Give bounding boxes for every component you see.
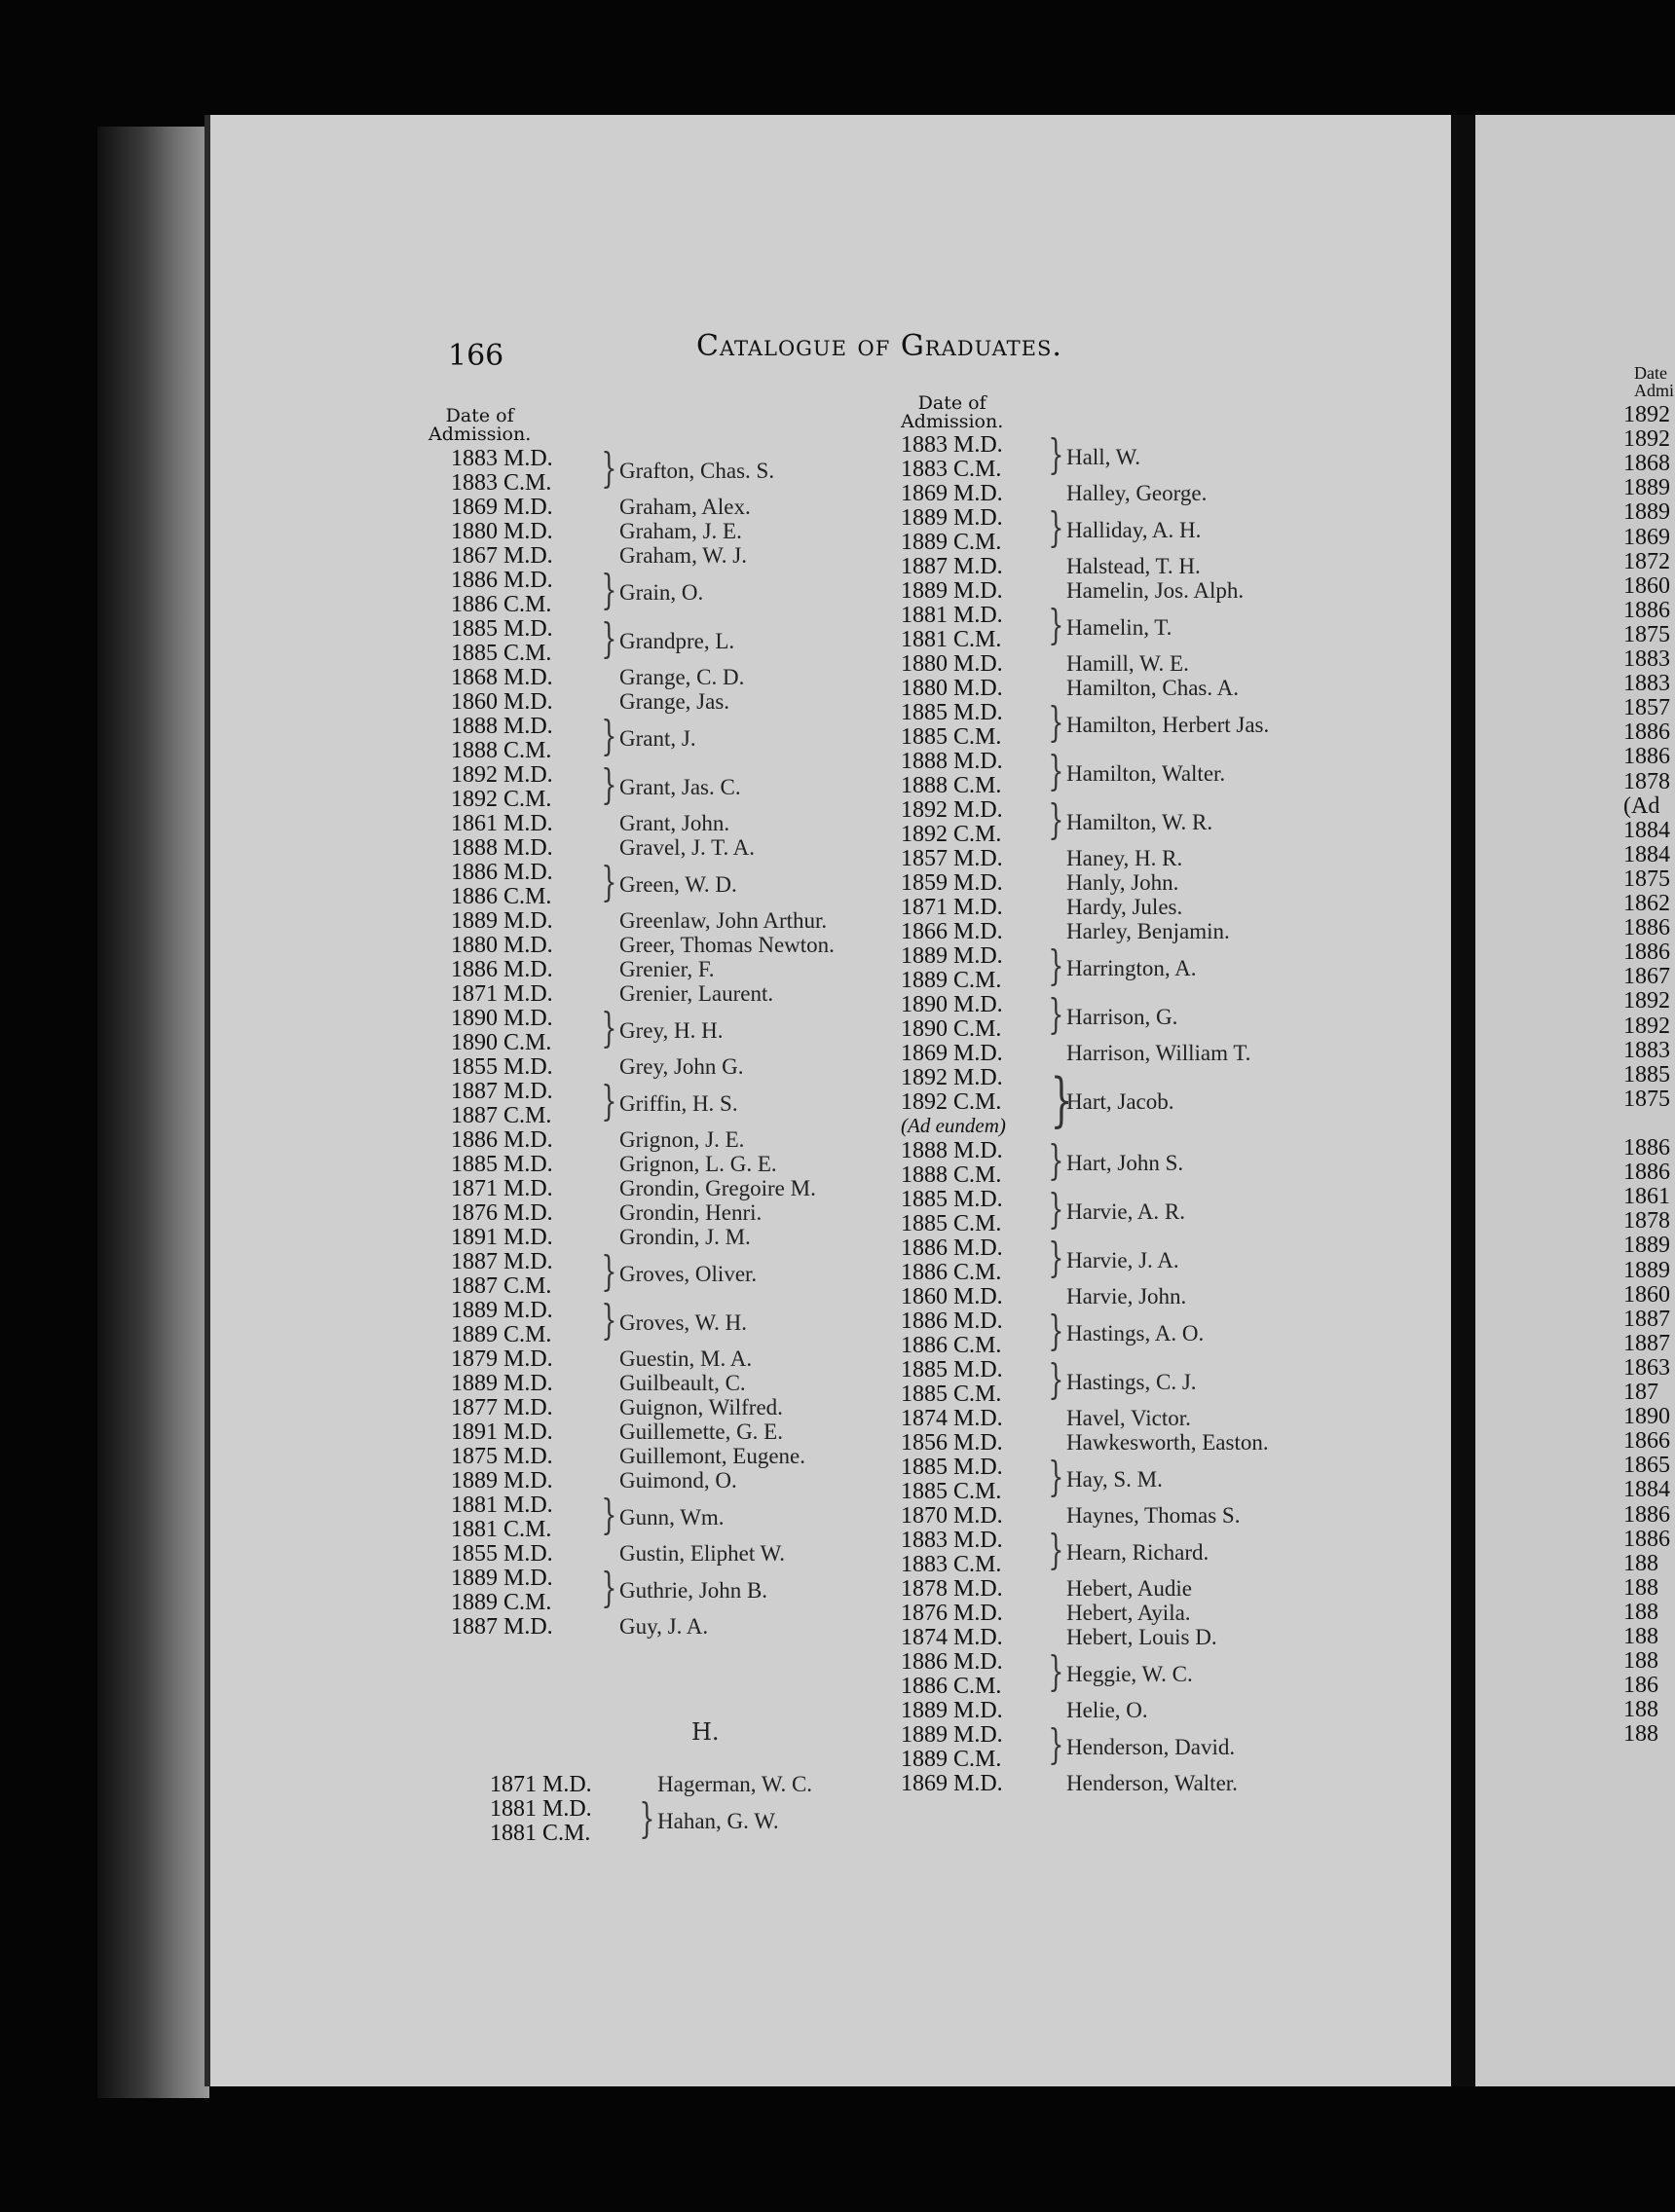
admission-date: 1876 M.D.	[901, 1601, 1003, 1626]
admission-date: 1892 M.D.	[901, 1065, 1003, 1090]
graduate-name: Grange, Jas.	[619, 689, 730, 714]
admission-date: 1883 M.D.	[901, 432, 1003, 458]
fragment-line: 1865	[1623, 1453, 1670, 1479]
grouping-brace: }	[1048, 601, 1064, 648]
fragment-line: 1889	[1623, 499, 1670, 526]
fragment-heading: Admi	[1634, 381, 1675, 400]
graduate-name: Harley, Benjamin.	[1066, 919, 1230, 943]
graduate-name: Helie, O.	[1066, 1698, 1148, 1722]
left-column-heading-line2: Admission.	[428, 424, 532, 445]
graduate-name: Harvie, A. R.	[1066, 1198, 1186, 1224]
admission-date: 1885 C.M.	[901, 1382, 1002, 1407]
grouping-brace: }	[1048, 1136, 1064, 1184]
graduate-name: Hastings, A. O.	[1066, 1320, 1205, 1346]
admission-date: 1885 M.D.	[451, 616, 553, 642]
fragment-line: 1892	[1623, 1013, 1670, 1039]
grouping-brace: }	[601, 858, 617, 905]
graduate-name: Gunn, Wm.	[619, 1504, 725, 1530]
graduate-name: Harvie, John.	[1066, 1284, 1187, 1309]
fragment-line: 1861	[1623, 1184, 1670, 1210]
fragment-line: 1860	[1623, 572, 1670, 599]
section-letter-h: H.	[691, 1718, 720, 1746]
grouping-brace: }	[601, 614, 617, 662]
graduate-name: Hart, Jacob.	[1066, 1089, 1174, 1114]
admission-date: 1869 M.D.	[901, 1771, 1003, 1796]
fragment-line: 1886	[1623, 1160, 1670, 1186]
admission-date: 1869 M.D.	[451, 495, 553, 520]
fragment-line: 1857	[1623, 695, 1670, 721]
admission-date: 1888 M.D.	[451, 714, 553, 739]
grouping-brace: }	[1048, 1355, 1064, 1403]
fragment-line: 1878	[1623, 1208, 1670, 1235]
admission-date: 1889 M.D.	[901, 578, 1003, 604]
admission-date: 1871 M.D.	[451, 981, 553, 1007]
fragment-line: 1883	[1623, 1037, 1670, 1063]
graduate-name: Griffin, H. S.	[619, 1090, 738, 1116]
graduate-name: Halley, George.	[1066, 481, 1208, 505]
grouping-brace: }	[1048, 430, 1064, 478]
admission-date: 1890 M.D.	[901, 992, 1003, 1017]
fragment-line: 186	[1623, 1673, 1658, 1699]
fragment-line: 1875	[1623, 1086, 1670, 1112]
graduate-name: Grignon, J. E.	[619, 1127, 745, 1152]
admission-date: 1887 C.M.	[451, 1273, 552, 1299]
graduate-name: Grondin, Gregoire M.	[619, 1176, 816, 1200]
fragment-line: 188	[1623, 1697, 1658, 1723]
admission-date: 1888 M.D.	[901, 749, 1003, 774]
admission-date: 1885 M.D.	[451, 1152, 553, 1177]
fragment-heading: Date	[1634, 363, 1667, 383]
graduate-name: Hardy, Jules.	[1066, 895, 1183, 919]
graduate-name: Havel, Victor.	[1066, 1406, 1191, 1430]
admission-date: 1892 M.D.	[451, 762, 553, 788]
grouping-brace: }	[601, 712, 617, 759]
fragment-line: 1869	[1623, 524, 1670, 550]
admission-date: 1889 C.M.	[451, 1322, 552, 1347]
fragment-line: 1868	[1623, 451, 1670, 477]
admission-date: 1879 M.D.	[451, 1346, 553, 1372]
left-column-heading	[428, 407, 531, 444]
graduate-name: Hay, S. M.	[1066, 1466, 1163, 1492]
grouping-brace: }	[1048, 747, 1064, 794]
graduate-name: Grant, John.	[619, 811, 730, 835]
admission-date: 1885 C.M.	[451, 641, 552, 666]
graduate-name: Green, W. D.	[619, 871, 737, 897]
admission-date: 1880 M.D.	[901, 651, 1003, 677]
admission-date: 1890 C.M.	[451, 1030, 552, 1055]
fragment-line: 1892	[1623, 988, 1670, 1014]
graduate-name: Hastings, C. J.	[1066, 1369, 1197, 1394]
graduate-name: Hamilton, Herbert Jas.	[1066, 712, 1270, 737]
fragment-line: 1884	[1623, 1477, 1670, 1503]
admission-date: 1885 M.D.	[901, 1357, 1003, 1382]
grouping-brace: }	[639, 1794, 655, 1842]
admission-date: 1871 M.D.	[901, 895, 1003, 920]
grouping-brace: }	[1048, 503, 1064, 551]
graduate-name: Hamilton, W. R.	[1066, 809, 1213, 834]
graduate-name: Hebert, Audie	[1066, 1576, 1193, 1601]
graduate-name: Grignon, L. G. E.	[619, 1152, 777, 1176]
fragment-line: 1889	[1623, 475, 1670, 501]
graduate-name: Grondin, Henri.	[619, 1200, 763, 1225]
admission-date: 1892 C.M.	[901, 1089, 1002, 1115]
graduate-name: Guillemette, G. E.	[619, 1419, 783, 1444]
admission-date: 1880 M.D.	[451, 519, 553, 544]
admission-date: 1857 M.D.	[901, 846, 1003, 871]
fragment-line: 1885	[1623, 1061, 1670, 1088]
admission-date: 1885 C.M.	[901, 724, 1002, 750]
admission-date: 1888 M.D.	[451, 835, 553, 861]
right-column-heading-line2: Admission.	[901, 411, 1004, 432]
grouping-brace: }	[1048, 1720, 1064, 1768]
admission-date: 1891 M.D.	[451, 1419, 553, 1445]
graduate-name: Hanly, John.	[1066, 870, 1179, 895]
graduate-name: Grant, Jas. C.	[619, 774, 741, 799]
graduate-name: Hamilton, Walter.	[1066, 760, 1226, 786]
admission-date: 1887 M.D.	[451, 1614, 553, 1640]
admission-date: 1883 M.D.	[901, 1528, 1003, 1553]
graduate-name: Hawkesworth, Easton.	[1066, 1430, 1269, 1455]
graduate-name: Harvie, J. A.	[1066, 1247, 1179, 1272]
grouping-brace: }	[601, 444, 617, 492]
admission-date: 1890 M.D.	[451, 1006, 553, 1031]
left-column-heading-line1: Date of	[445, 405, 514, 426]
grouping-brace: }	[601, 1564, 617, 1611]
graduate-name: Greenlaw, John Arthur.	[619, 908, 828, 933]
graduate-name: Haney, H. R.	[1066, 846, 1183, 870]
admission-date: 1888 M.D.	[901, 1138, 1003, 1163]
admission-date: 1889 C.M.	[451, 1590, 552, 1615]
fragment-line: 188	[1623, 1648, 1658, 1675]
grouping-brace: }	[1048, 1185, 1064, 1233]
admission-date: 1871 M.D.	[490, 1772, 592, 1797]
admission-date: 1878 M.D.	[901, 1576, 1003, 1602]
fragment-line: 1875	[1623, 866, 1670, 892]
fragment-line: 1886	[1623, 1526, 1670, 1552]
admission-date: 1868 M.D.	[451, 665, 553, 690]
graduate-name: Graham, W. J.	[619, 543, 747, 568]
grouping-brace: }	[1048, 1234, 1064, 1281]
admission-date: 1889 M.D.	[451, 1371, 553, 1396]
admission-date: 1881 M.D.	[490, 1796, 592, 1822]
admission-date: 1885 C.M.	[901, 1211, 1002, 1236]
graduate-name: Grenier, Laurent.	[619, 981, 774, 1006]
admission-date: 1886 M.D.	[451, 1127, 553, 1153]
grouping-brace: }	[601, 566, 617, 613]
grouping-brace: }	[1048, 698, 1064, 746]
fragment-line: (Ad	[1623, 793, 1660, 819]
fragment-line: 1892	[1623, 402, 1670, 427]
grouping-brace: }	[601, 1296, 617, 1344]
fragment-line: 1892	[1623, 426, 1670, 453]
admission-date: 1883 M.D.	[451, 446, 553, 471]
fragment-line: 1887	[1623, 1306, 1670, 1332]
graduate-name: Guilbeault, C.	[619, 1371, 746, 1395]
fragment-line: 1884	[1623, 817, 1670, 843]
graduate-name: Hamill, W. E.	[1066, 651, 1189, 676]
grouping-brace: }	[601, 760, 617, 808]
fragment-line: 1889	[1623, 1257, 1670, 1283]
admission-date: 1889 M.D.	[901, 505, 1003, 531]
admission-date: 1886 M.D.	[451, 568, 553, 593]
admission-date: 1855 M.D.	[451, 1054, 553, 1080]
admission-date: 1889 M.D.	[451, 908, 553, 934]
admission-date: 1889 C.M.	[901, 1747, 1002, 1772]
graduate-name: Grenier, F.	[619, 957, 715, 981]
fragment-line: 1862	[1623, 891, 1670, 916]
fragment-line: 188	[1623, 1624, 1658, 1649]
admission-date: 1883 C.M.	[901, 1552, 1002, 1577]
graduate-name: Hart, John S.	[1066, 1150, 1184, 1175]
graduate-name: Grey, H. H.	[619, 1017, 724, 1043]
admission-date: 1883 C.M.	[901, 457, 1002, 482]
fragment-line: 1886	[1623, 1501, 1670, 1528]
graduate-name: Hagerman, W. C.	[657, 1772, 813, 1796]
graduate-name: Grondin, J. M.	[619, 1225, 751, 1249]
admission-date: 1888 C.M.	[451, 738, 552, 763]
fragment-line: 1884	[1623, 841, 1670, 867]
grouping-brace: }	[1048, 795, 1064, 843]
admission-date: 1886 M.D.	[451, 860, 553, 885]
admission-date: 1887 M.D.	[901, 554, 1003, 579]
grouping-brace: }	[1050, 1065, 1073, 1134]
fragment-line: 1886	[1623, 1135, 1670, 1161]
graduate-name: Hebert, Ayila.	[1066, 1601, 1191, 1625]
admission-date: 1886 C.M.	[901, 1260, 1002, 1285]
admission-date: 1867 M.D.	[451, 543, 553, 569]
graduate-name: Hearn, Richard.	[1066, 1539, 1210, 1565]
admission-date: 1888 C.M.	[901, 773, 1002, 798]
graduate-name: Guthrie, John B.	[619, 1577, 768, 1603]
admission-date: 1866 M.D.	[901, 919, 1003, 944]
graduate-name: Harrison, William T.	[1066, 1041, 1251, 1065]
graduate-name: Henderson, David.	[1066, 1734, 1236, 1759]
admission-date: 1869 M.D.	[901, 481, 1003, 506]
fragment-line: 1886	[1623, 915, 1670, 941]
admission-date: 1885 M.D.	[901, 1455, 1003, 1480]
admission-date: 1887 M.D.	[451, 1249, 553, 1274]
right-column-heading	[901, 394, 1003, 431]
admission-date: 1885 M.D.	[901, 700, 1003, 725]
grouping-brace: }	[1048, 1647, 1064, 1695]
graduate-name: Haynes, Thomas S.	[1066, 1503, 1241, 1528]
graduate-name: Hamelin, Jos. Alph.	[1066, 578, 1245, 603]
graduate-name: Grain, O.	[619, 579, 704, 605]
graduate-name: Groves, W. H.	[619, 1309, 747, 1335]
admission-date: 1891 M.D.	[451, 1225, 553, 1250]
graduate-name: Guimond, O.	[619, 1468, 737, 1493]
admission-date: 1889 M.D.	[451, 1468, 553, 1493]
graduate-name: Hebert, Louis D.	[1066, 1625, 1217, 1649]
fragment-line: 1886	[1623, 744, 1670, 770]
grouping-brace: }	[1048, 1453, 1064, 1500]
graduate-name: Guignon, Wilfred.	[619, 1395, 783, 1419]
graduate-name: Grafton, Chas. S.	[619, 458, 775, 483]
graduate-name: Grey, John G.	[619, 1054, 744, 1079]
grouping-brace: }	[1048, 990, 1064, 1038]
admission-date: 1885 M.D.	[901, 1187, 1003, 1212]
admission-date: 1890 C.M.	[901, 1016, 1002, 1042]
admission-date: 1892 C.M.	[901, 822, 1002, 847]
admission-date: 1874 M.D.	[901, 1625, 1003, 1650]
graduate-name: Guillemont, Eugene.	[619, 1444, 805, 1468]
admission-date: 1886 M.D.	[901, 1235, 1003, 1261]
graduate-name: Grant, J.	[619, 725, 696, 751]
fragment-line: 1860	[1623, 1281, 1670, 1308]
graduate-name: Guy, J. A.	[619, 1614, 709, 1639]
fragment-line: 187	[1623, 1380, 1658, 1405]
admission-date: 1887 M.D.	[451, 1079, 553, 1104]
fragment-line: 1886	[1623, 597, 1670, 623]
admission-date: 1889 M.D.	[901, 1722, 1003, 1748]
admission-date: 1885 C.M.	[901, 1479, 1002, 1504]
admission-date: 1856 M.D.	[901, 1430, 1003, 1456]
admission-date: 1886 C.M.	[901, 1333, 1002, 1358]
fragment-line: 1887	[1623, 1330, 1670, 1356]
admission-date: 1888 C.M.	[901, 1162, 1002, 1188]
graduate-name: Hall, W.	[1066, 444, 1141, 469]
graduate-name: Grange, C. D.	[619, 665, 745, 689]
page-gutter	[1451, 115, 1475, 2086]
graduate-name: Grandpre, L.	[619, 628, 735, 653]
admission-date: 1875 M.D.	[451, 1444, 553, 1469]
admission-date: 1869 M.D.	[901, 1041, 1003, 1066]
fragment-line: 1872	[1623, 548, 1670, 574]
admission-date: 1874 M.D.	[901, 1406, 1003, 1431]
fragment-line: 188	[1623, 1599, 1658, 1625]
grouping-brace: }	[1048, 1307, 1064, 1354]
admission-date: 1886 C.M.	[451, 884, 552, 909]
admission-date: 1881 C.M.	[901, 627, 1002, 652]
book-spine	[97, 127, 209, 2098]
fragment-line: 1867	[1623, 964, 1670, 990]
grouping-brace: }	[1048, 941, 1064, 989]
graduate-name: Hamilton, Chas. A.	[1066, 676, 1239, 700]
admission-date: 1889 M.D.	[901, 943, 1003, 969]
grouping-brace: }	[1048, 1526, 1064, 1573]
graduate-name: Halliday, A. H.	[1066, 517, 1202, 542]
admission-date: 1886 C.M.	[901, 1674, 1002, 1699]
admission-date: 1880 M.D.	[451, 933, 553, 958]
graduate-name: Gravel, J. T. A.	[619, 835, 756, 860]
admission-date: 1855 M.D.	[451, 1541, 553, 1567]
admission-date: 1889 C.M.	[901, 530, 1002, 555]
fragment-line: 188	[1623, 1574, 1658, 1601]
fragment-line: 1866	[1623, 1428, 1670, 1455]
fragment-line: 1875	[1623, 621, 1670, 647]
catalogue-page	[205, 115, 1476, 2086]
grouping-brace: }	[601, 1004, 617, 1051]
fragment-line: 1863	[1623, 1354, 1670, 1381]
admission-date: 1887 C.M.	[451, 1103, 552, 1128]
fragment-line: 188	[1623, 1550, 1658, 1576]
fragment-line: 1883	[1623, 671, 1670, 697]
fragment-line: 188	[1623, 1721, 1658, 1748]
fragment-line: 1886	[1623, 940, 1670, 966]
grouping-brace: }	[601, 1247, 617, 1295]
graduate-name: Harrison, G.	[1066, 1004, 1178, 1029]
graduate-name: Groves, Oliver.	[619, 1261, 758, 1286]
admission-date: 1892 M.D.	[901, 797, 1003, 823]
graduate-name: Gustin, Eliphet W.	[619, 1541, 785, 1566]
fragment-line: 1886	[1623, 719, 1670, 746]
admission-date: 1886 M.D.	[451, 957, 553, 982]
admission-date: 1860 M.D.	[901, 1284, 1003, 1309]
admission-date: 1881 M.D.	[901, 603, 1003, 628]
graduate-name: Hamelin, T.	[1066, 614, 1172, 640]
graduate-name: Graham, Alex.	[619, 495, 751, 519]
admission-date: (Ad eundem)	[901, 1114, 1006, 1137]
next-page-fragment	[1475, 115, 1675, 2086]
admission-date: 1861 M.D.	[451, 811, 553, 836]
admission-date: 1870 M.D.	[901, 1503, 1003, 1529]
admission-date: 1871 M.D.	[451, 1176, 553, 1201]
fragment-line: 1883	[1623, 646, 1670, 672]
admission-date: 1889 M.D.	[451, 1566, 553, 1591]
graduate-name: Harrington, A.	[1066, 955, 1197, 980]
admission-date: 1881 M.D.	[451, 1493, 553, 1518]
graduate-name: Guestin, M. A.	[619, 1346, 753, 1371]
graduate-name: Heggie, W. C.	[1066, 1661, 1193, 1686]
admission-date: 1877 M.D.	[451, 1395, 553, 1420]
admission-date: 1881 C.M.	[490, 1821, 591, 1846]
graduate-name: Halstead, T. H.	[1066, 554, 1201, 578]
fragment-line: 1890	[1623, 1404, 1670, 1430]
admission-date: 1889 M.D.	[901, 1698, 1003, 1723]
admission-date: 1889 M.D.	[451, 1298, 553, 1323]
admission-date: 1860 M.D.	[451, 689, 553, 715]
page-number: 166	[448, 339, 504, 373]
admission-date: 1892 C.M.	[451, 787, 552, 812]
grouping-brace: }	[601, 1491, 617, 1538]
admission-date: 1881 C.M.	[451, 1517, 552, 1542]
admission-date: 1880 M.D.	[901, 676, 1003, 701]
right-column-heading-line1: Date of	[917, 392, 986, 414]
graduate-name: Hahan, G. W.	[657, 1808, 779, 1833]
admission-date: 1883 C.M.	[451, 470, 552, 496]
fragment-line: 1878	[1623, 768, 1670, 794]
graduate-name: Henderson, Walter.	[1066, 1771, 1238, 1795]
graduate-name: Graham, J. E.	[619, 519, 742, 543]
admission-date: 1886 M.D.	[901, 1649, 1003, 1675]
page-title: Catalogue of Graduates.	[696, 329, 1062, 363]
graduate-name: Greer, Thomas Newton.	[619, 933, 835, 957]
fragment-line: 1889	[1623, 1233, 1670, 1259]
grouping-brace: }	[601, 1077, 617, 1124]
admission-date: 1889 C.M.	[901, 968, 1002, 993]
admission-date: 1886 M.D.	[901, 1309, 1003, 1334]
admission-date: 1859 M.D.	[901, 870, 1003, 896]
admission-date: 1876 M.D.	[451, 1200, 553, 1226]
admission-date: 1886 C.M.	[451, 592, 552, 617]
